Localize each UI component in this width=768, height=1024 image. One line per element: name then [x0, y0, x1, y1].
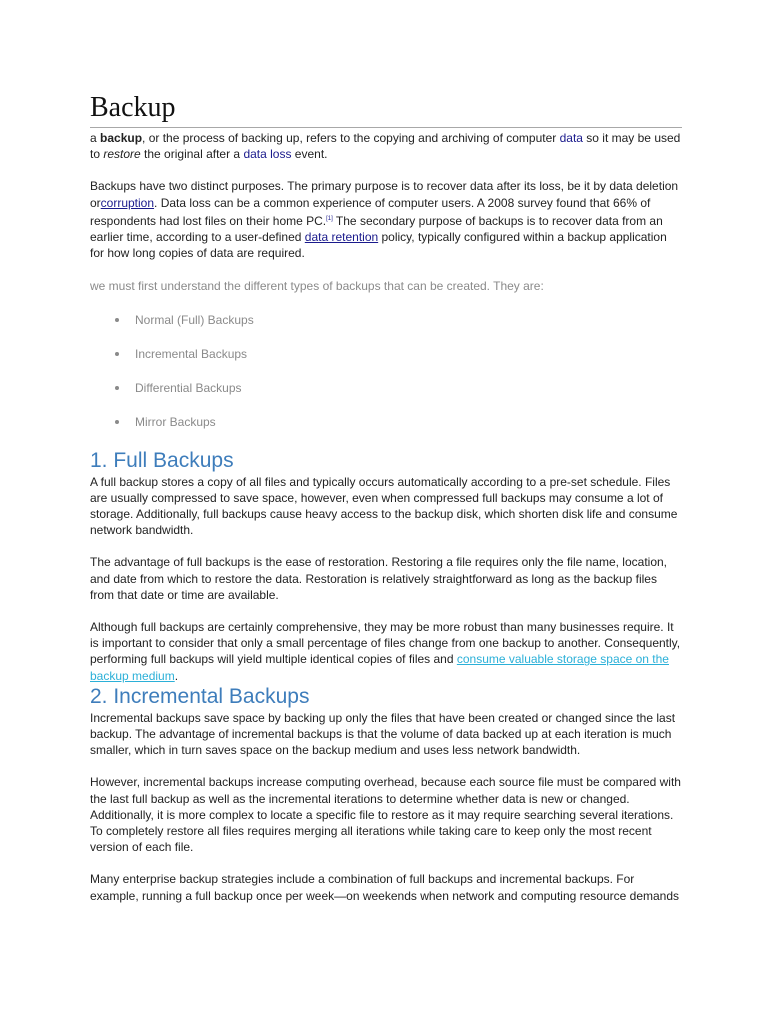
- full-backups-paragraph-2: The advantage of full backups is the ease of restoration. Restoring a file requires only the file name, location, and date from which to restore the data. Restoration is relatively straightforward as long as the backup files from that date or time are available.: [90, 555, 667, 602]
- full-backups-paragraph-3-text: Although full backups are certainly comprehensive, they may be more robust than many businesses require. It is important to consider that only a small percentage of files change from one backup to another. Consequently, performing full backups will yield multiple identical copies of files and: [90, 620, 681, 667]
- incremental-paragraph-3: Many enterprise backup strategies include a combination of full backups and incremental backups. For example, running a full backup once per week—on weekends when network and computing resource demands: [90, 872, 680, 903]
- storage-space-link[interactable]: consume valuable storage space on the backup medium: [90, 652, 669, 683]
- incremental-paragraph-2: However, incremental backups increase computing overhead, because each source file must be compared with the last full backup as well as the incremental iterations to determine whether data is new or changed. Additionally, it is more complex to locate a specific file to restore as it may require searching several iterations. To completely restore all files requires merging all iterations while taking care to keep only the most recent version of each file.: [90, 775, 681, 855]
- bullet-icon: [115, 420, 119, 424]
- full-backups-paragraph-1: A full backup stores a copy of all files and typically occurs automatically according to a pre-set schedule. Files are usually compressed to save space, however, even when compressed full backups may consume a lot of storage. Additionally, full backups cause heavy access to the backup disk, which shorten disk life and consume network bandwidth.: [90, 474, 678, 538]
- purposes-text-3: The secondary purpose of backups is to recover data from an earlier time, according to a user-defined: [90, 213, 663, 245]
- incremental-backups-heading: 2. Incremental Backups: [90, 684, 310, 708]
- intro-paragraph: [90, 130, 682, 162]
- purposes-text-1: Backups have two distinct purposes. The primary purpose is to recover data after its loss, be it by data deletion or: [90, 179, 679, 210]
- intro-text-a: a: [90, 131, 101, 145]
- full-backups-heading: 1. Full Backups: [90, 448, 234, 472]
- data-link[interactable]: data: [559, 131, 583, 145]
- corruption-link[interactable]: corruption: [100, 195, 155, 210]
- data-loss-link[interactable]: data loss: [243, 147, 292, 162]
- intro-text-3: the original after a: [140, 147, 244, 162]
- purposes-paragraph: [90, 178, 682, 261]
- list-item-label: Mirror Backups: [135, 414, 216, 429]
- intro-text-1: , or the process of backing up, refers to the copying and archiving of computer: [142, 131, 560, 145]
- list-item: [90, 312, 682, 328]
- article-content: [90, 90, 682, 904]
- intro-text-2: so it may be used to: [90, 131, 681, 162]
- bullet-icon: [115, 318, 119, 322]
- intro-text-4: event.: [291, 147, 328, 162]
- purposes-text-2: . Data loss can be a common experience of computer users. A 2008 survey found that 66% of respondents had lost files on their home PC.: [90, 195, 651, 228]
- purposes-text-4: policy, typically configured within a backup application for how long copies of data are required.: [90, 230, 667, 261]
- list-item-label: Incremental Backups: [135, 346, 248, 361]
- data-retention-link[interactable]: data retention: [304, 230, 379, 245]
- list-item-label: Normal (Full) Backups: [135, 312, 254, 327]
- bullet-icon: [115, 352, 119, 356]
- incremental-paragraph-1: Incremental backups save space by backing up only the files that have been created or changed since the last backup. The advantage of incremental backups is that the volume of data backed up at each iteration is much smaller, which in turn saves space on the backup medium and uses less network bandwidth.: [90, 710, 676, 758]
- list-item: [90, 380, 682, 396]
- bullet-icon: [115, 386, 119, 390]
- page-title: Backup: [90, 90, 682, 128]
- backup-types-list: [90, 312, 682, 430]
- list-item: [90, 346, 682, 362]
- types-intro: we must first understand the different types of backups that can be created. They are:: [90, 279, 544, 294]
- list-item-label: Differential Backups: [135, 380, 242, 395]
- full-backups-paragraph-3: [90, 619, 682, 684]
- list-item: [90, 414, 682, 430]
- intro-bold-term: backup: [100, 131, 143, 145]
- reference-link[interactable]: [1]: [326, 215, 333, 222]
- intro-italic-term: restore: [103, 147, 141, 162]
- full-backups-paragraph-3-end: .: [174, 668, 179, 683]
